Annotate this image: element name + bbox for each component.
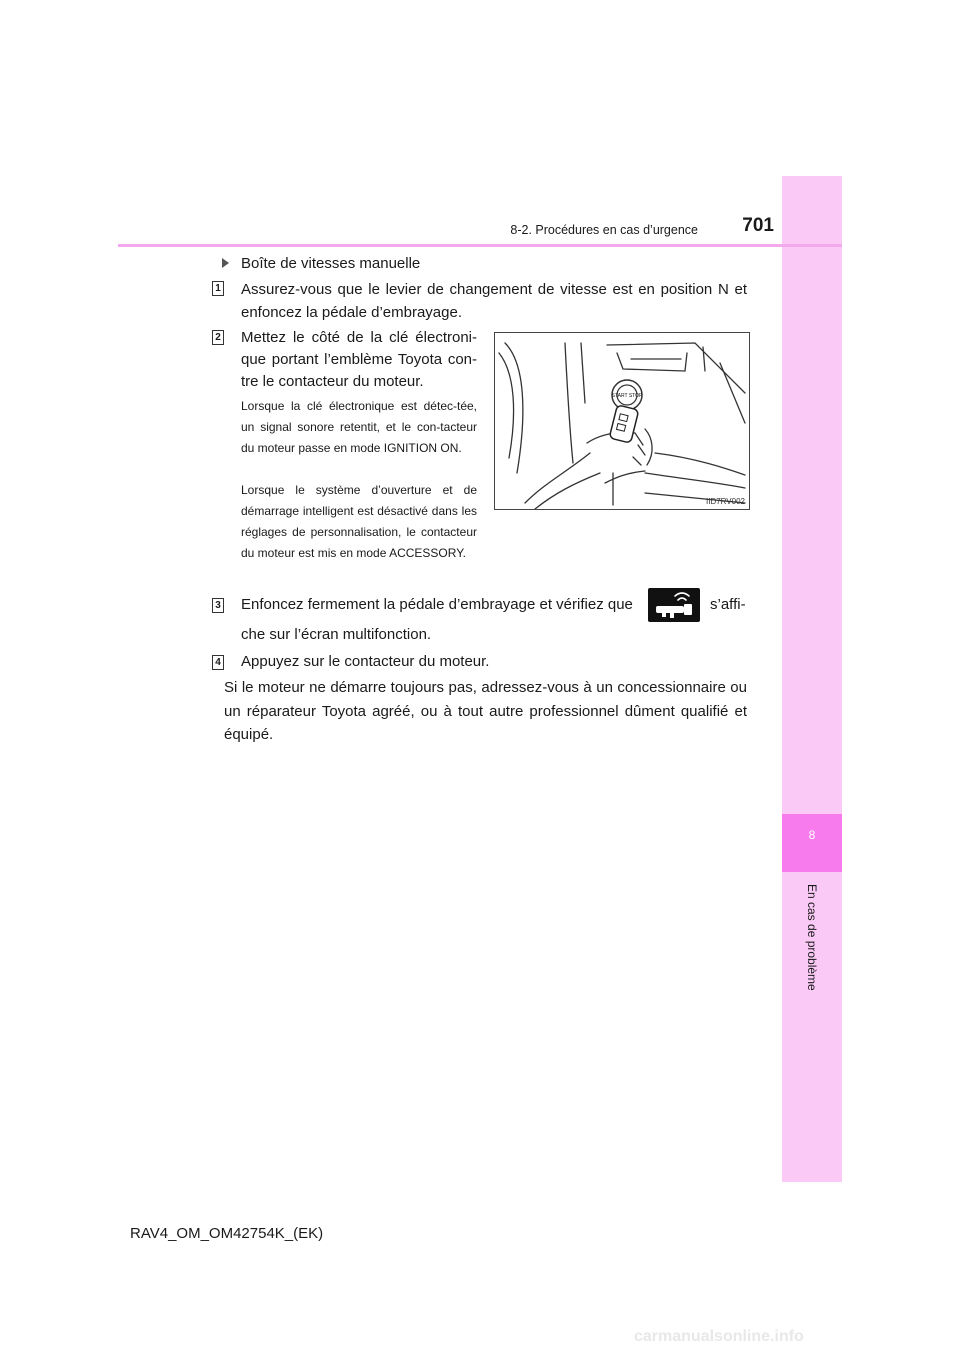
step-1-number: 1 — [212, 281, 224, 296]
start-button-label: START STOP — [611, 393, 643, 399]
header-rule — [118, 244, 842, 247]
key-wireless-icon — [648, 588, 700, 622]
smart-key-fob — [609, 405, 639, 443]
fob-button — [619, 414, 628, 422]
chapter-tab — [782, 814, 842, 872]
hand-key-drawing — [495, 333, 749, 509]
triangle-bullet-icon — [222, 258, 229, 268]
illustration-key-against-switch — [494, 332, 750, 510]
fob-button — [616, 424, 625, 432]
note-detected: Lorsque la clé électronique est détec-tée, un signal sonore retentit, et le con-tacteur du moteur passe en mode IGNITION ON. — [241, 399, 477, 455]
step-2-text: Mettez le côté de la clé électroni-que portant l’emblème Toyota con-tre le contacteur du moteur. — [241, 329, 477, 390]
subheading: Boîte de vitesses manuelle — [241, 255, 421, 272]
illustration-code: IID7RV002 — [706, 497, 745, 506]
step-2-number: 2 — [212, 330, 224, 345]
chapter-number: 8 — [808, 828, 816, 842]
side-strip — [782, 176, 842, 1182]
step-4-number: 4 — [212, 655, 224, 670]
step-3-text-next: che sur l’écran multifonction. — [241, 626, 432, 643]
closing-paragraph: Si le moteur ne démarre toujours pas, adressez-vous à un concessionnaire ou un réparateur Toyota agréé, ou à tout autre professionnel dûment qualifié et équipé. — [224, 679, 747, 743]
step-3-text-after: s’affi- — [710, 596, 746, 613]
model-code: RAV4_OM_OM42754K_(EK) — [130, 1225, 324, 1242]
step-3-number: 3 — [212, 598, 224, 613]
page-number: 701 — [742, 215, 774, 236]
step-4-text: Appuyez sur le contacteur du moteur. — [241, 653, 490, 670]
note-disabled: Lorsque le système d’ouverture et de démarrage intelligent est désactivé dans les réglages de personnalisation, le contacteur du moteur est mis en mode ACCESSORY. — [241, 483, 477, 560]
step-1-text: Assurez-vous que le levier de changement de vitesse est en position N et enfoncez la pédale d’embrayage. — [241, 281, 747, 321]
watermark: carmanualsonline.info — [634, 1328, 804, 1345]
section-title: 8-2. Procédures en cas d’urgence — [510, 223, 698, 237]
step-3-text-before: Enfoncez fermement la pédale d’embrayage et vérifiez que — [241, 596, 633, 613]
chapter-label: En cas de problème — [805, 884, 819, 991]
